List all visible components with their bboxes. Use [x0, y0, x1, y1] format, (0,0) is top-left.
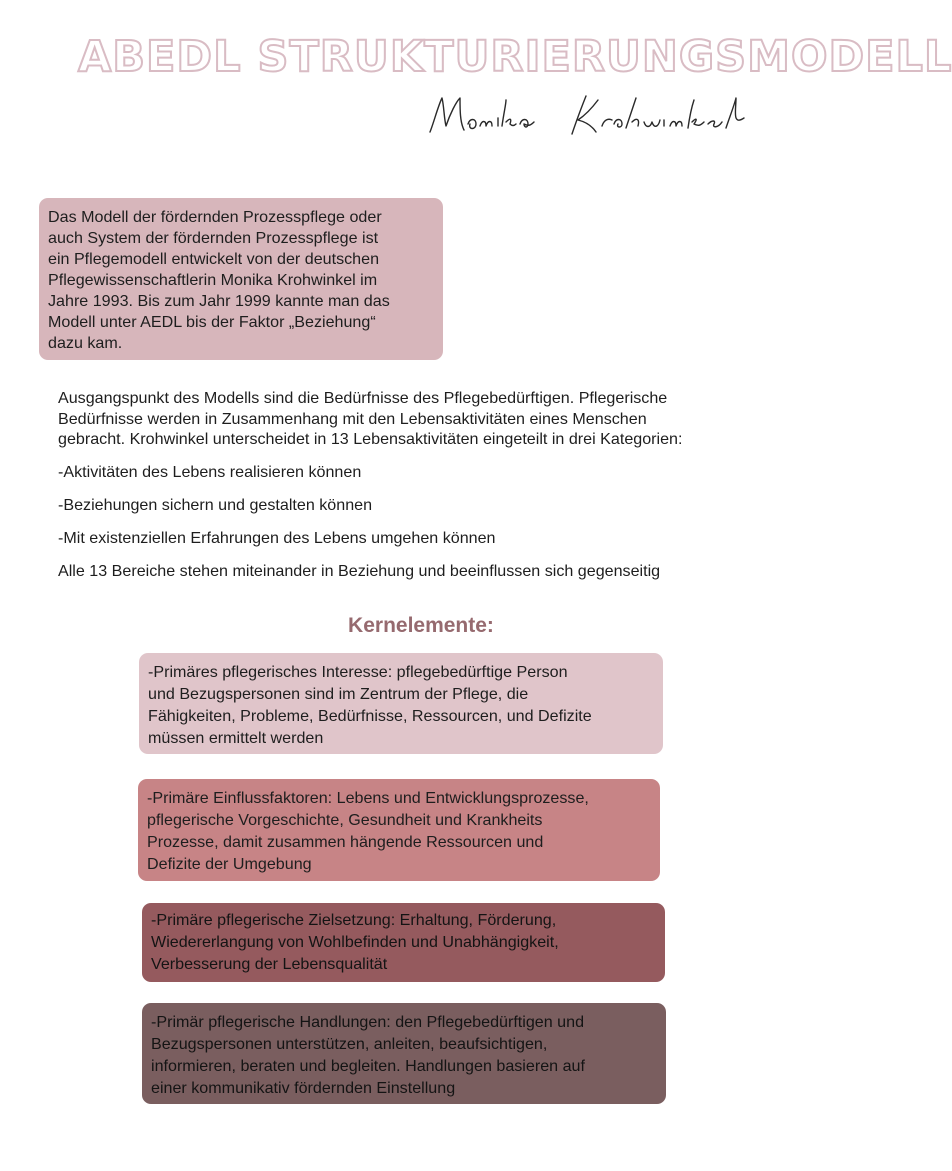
lead-line: Bedürfnisse werden in Zusammenhang mit den Lebensaktivitäten eines Menschen: [58, 409, 647, 428]
lead-paragraph: [58, 388, 778, 450]
intro-line: ein Pflegemodell entwickelt von der deutschen: [48, 250, 380, 268]
signature-handwriting: [426, 92, 756, 140]
kernelement-card-interest: [139, 653, 663, 754]
card-line: müssen ermittelt werden: [148, 729, 324, 747]
category-item: -Aktivitäten des Lebens realisieren können: [58, 462, 362, 481]
intro-box: [39, 198, 443, 360]
kernelemente-heading: Kernelemente:: [348, 614, 494, 637]
card-line: -Primäre Einflussfaktoren: Lebens und Entwicklungsprozesse,: [147, 789, 589, 807]
intro-line: Das Modell der fördernden Prozesspflege oder: [48, 208, 382, 226]
intro-line: Modell unter AEDL bis der Faktor „Beziehung“: [48, 313, 376, 331]
card-line: -Primäre pflegerische Zielsetzung: Erhaltung, Förderung,: [151, 911, 557, 929]
card-line: Fähigkeiten, Probleme, Bedürfnisse, Ressourcen, und Defizite: [148, 707, 592, 725]
body-section: [58, 388, 778, 581]
card-line: Verbesserung der Lebensqualität: [151, 955, 388, 973]
intro-line: Pflegewissenschaftlerin Monika Krohwinkel im: [48, 271, 378, 289]
kernelement-card-actions: [142, 1003, 666, 1104]
intro-line: auch System der fördernden Prozesspflege ist: [48, 229, 379, 247]
kernelement-card-factors: [138, 779, 660, 881]
card-line: einer kommunikativ fördernden Einstellung: [151, 1079, 456, 1097]
card-line: -Primäres pflegerisches Interesse: pflegebedürftige Person: [148, 663, 568, 681]
lead-line: gebracht. Krohwinkel unterscheidet in 13 Lebensaktivitäten eingeteilt in drei Kategorien:: [58, 430, 683, 448]
author-signature: [426, 92, 756, 140]
card-line: pflegerische Vorgeschichte, Gesundheit und Krankheits: [147, 811, 543, 829]
intro-line: Jahre 1993. Bis zum Jahr 1999 kannte man das: [48, 292, 390, 310]
category-item: -Beziehungen sichern und gestalten können: [58, 495, 373, 514]
kernelement-card-goals: [142, 903, 665, 982]
card-line: Prozesse, damit zusammen hängende Ressourcen und: [147, 833, 544, 851]
card-line: und Bezugspersonen sind im Zentrum der Pflege, die: [148, 685, 529, 703]
lead-line: Ausgangspunkt des Modells sind die Bedürfnisse des Pflegebedürftigen. Pflegerische: [58, 389, 668, 407]
card-line: Bezugspersonen unterstützen, anleiten, beaufsichtigen,: [151, 1035, 548, 1053]
closing-line: Alle 13 Bereiche stehen miteinander in Beziehung und beeinflussen sich gegenseitig: [58, 561, 661, 580]
card-line: Defizite der Umgebung: [147, 855, 312, 873]
card-line: -Primär pflegerische Handlungen: den Pflegebedürftigen und: [151, 1013, 585, 1031]
intro-line: dazu kam.: [48, 334, 123, 352]
page-title: ABEDL STRUKTURIERUNGSMODELL: [78, 32, 952, 82]
card-line: informieren, beraten und begleiten. Handlungen basieren auf: [151, 1057, 585, 1075]
category-item: -Mit existenziellen Erfahrungen des Lebens umgehen können: [58, 528, 496, 547]
card-line: Wiedererlangung von Wohlbefinden und Unabhängigkeit,: [151, 933, 559, 951]
